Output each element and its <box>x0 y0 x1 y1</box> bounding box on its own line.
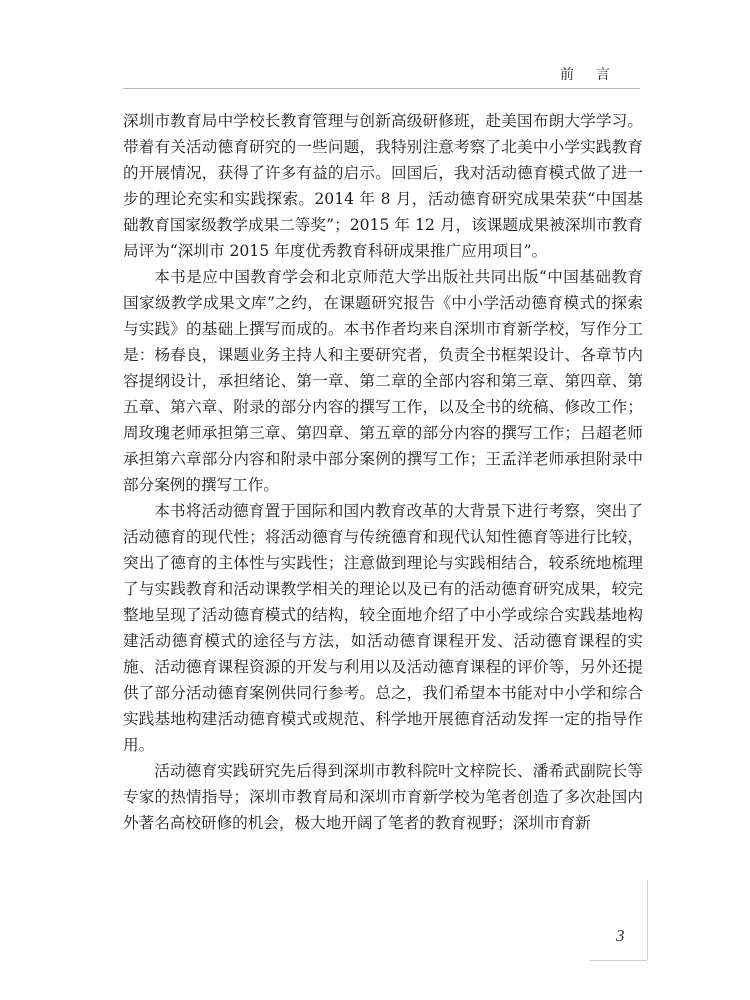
paragraph-acknowledgement: 活动德育实践研究先后得到深圳市教科院叶文梓院长、潘希武副院长等专家的热情指导；深圳市教育局和深圳市育新学校为笔者创造了多次赴国内外著名高校研修的机会，极大地开阔了笔者的教育视野；深圳市育新 <box>123 762 643 832</box>
header-rule <box>123 88 640 89</box>
body-text <box>123 108 643 836</box>
paragraph-continued: 深圳市教育局中学校长教育管理与创新高级研修班，赴美国布朗大学学习。带着有关活动德育研究的一些问题，我特别注意考察了北美中小学实践教育的开展情况，获得了许多有益的启示。回国后，我对活动德育模式做了进一步的理论充实和实践探索。2014 年 8 月，活动德育研究成果荣获“中国基础教育国家级教学成果二等奖”；2015 年 12 月，该课题成果被深圳市教育局评为“深圳市 2015 年度优秀教育科研成果推广应用项目”。 <box>123 112 643 260</box>
running-header-title: 前言 <box>560 67 632 83</box>
paragraph-book-summary: 本书将活动德育置于国际和国内教育改革的大背景下进行考察，突出了活动德育的现代性；将活动德育与传统德育和现代认知性德育等进行比较，突出了德育的主体性与实践性；注意做到理论与实践相结合，较系统地梳理了与实践教育和活动课教学相关的理论以及已有的活动德育研究成果，较完整地呈现了活动德育模式的结构，较全面地介绍了中小学或综合实践基地构建活动德育模式的途径与方法，如活动德育课程开发、活动德育课程的实施、活动德育课程资源的开发与利用以及活动德育课程的评价等，另外还提供了部分活动德育案例供同行参考。总之，我们希望本书能对中小学和综合实践基地构建活动德育模式或规范、科学地开展德育活动发挥一定的指导作用。 <box>123 502 643 754</box>
corner-mark-vertical <box>647 880 648 960</box>
paragraph-authorship: 本书是应中国教育学会和北京师范大学出版社共同出版“中国基础教育国家级教学成果文库”之约，在课题研究报告《中小学活动德育模式的探索与实践》的基础上撰写而成的。本书作者均来自深圳市育新学校，写作分工是：杨春良，课题业务主持人和主要研究者，负责全书框架设计、各章节内容提纲设计，承担绪论、第一章、第二章的全部内容和第三章、第四章、第五章、第六章、附录的部分内容的撰写工作，以及全书的统稿、修改工作；周玫瑰老师承担第三章、第四章、第五章的部分内容的撰写工作；吕超老师承担第六章部分内容和附录中部分案例的撰写工作；王孟洋老师承担附录中部分案例的撰写工作。 <box>123 268 643 494</box>
corner-mark-horizontal <box>590 960 647 961</box>
page-number: 3 <box>616 926 625 945</box>
